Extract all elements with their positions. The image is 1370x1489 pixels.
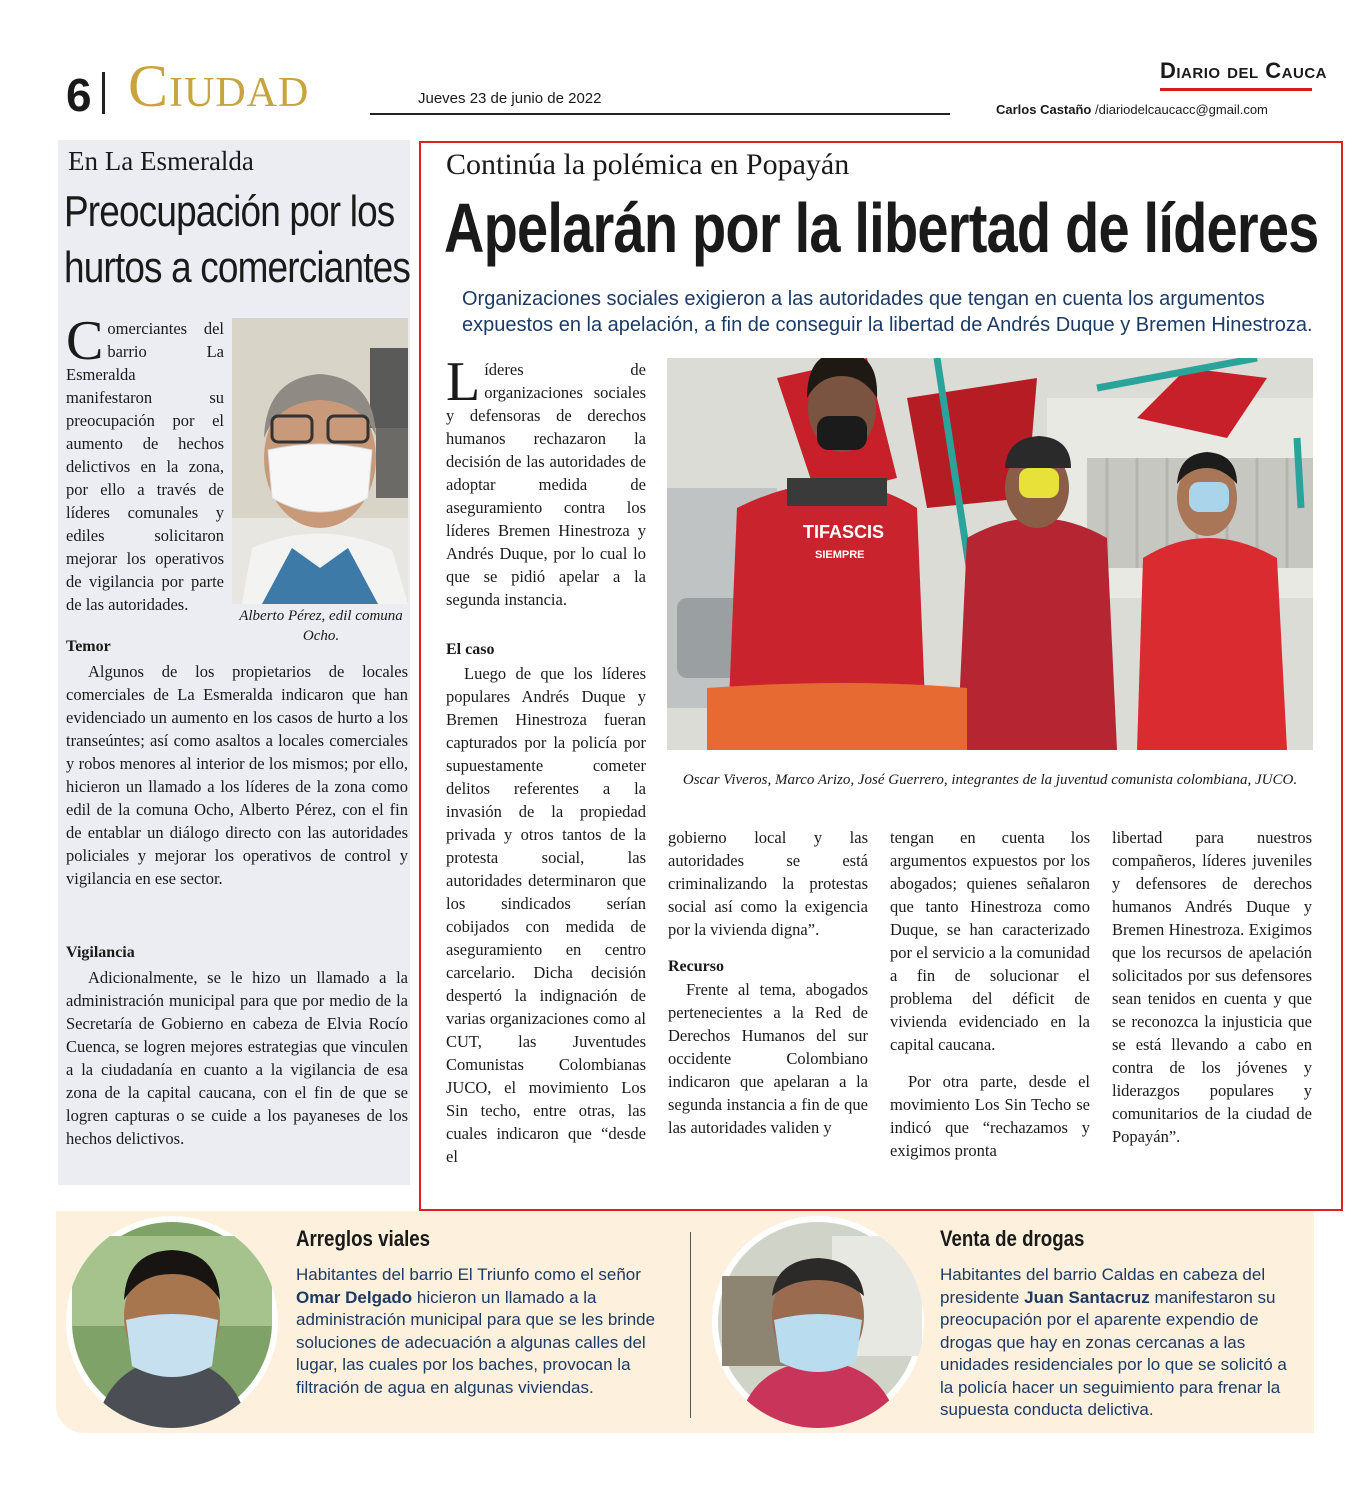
- col3-continuation: tengan en cuenta los argumentos expuestos por los abogados; quienes señalaron que tanto Hinestroza como Duque, se han caracterizado por el servicio a la comunidad a fin de solucionar el problema del déficit de vivienda evidenciado en la capital caucana.: [890, 828, 1090, 1054]
- left-title-line1: Preocupación por los: [64, 187, 395, 236]
- main-article-lead: [446, 351, 646, 611]
- left-article-kicker: En La Esmeralda: [68, 146, 254, 176]
- main-column-3: [890, 826, 1090, 1162]
- alberto-perez-photo: [232, 318, 408, 604]
- main-photo-caption: Oscar Viveros, Marco Arizo, José Guerrero, integrantes de la juventud comunista colombiana, JUCO.: [682, 772, 1298, 788]
- page-number: 6: [66, 69, 92, 121]
- header-rule: [370, 113, 950, 115]
- caso-paragraph: Luego de que los líderes populares Andrés Duque y Bremen Hinestroza fueran capturados por la policía por supuestamente cometer delitos referentes a la invasión de la propiedad privada y otros tantos de la protesta social, las autoridades determinaron que los sindicados serían cobijados con medida de aseguramiento en centro carcelario. Dicha decisión despertó la indignación de varias organizaciones como al CUT, las Juventudes Comunistas Colombianas JUCO, el movimiento Los Sin techo, entre otras, las cuales indicaron que “desde el: [446, 664, 646, 1166]
- author-name: Carlos Castaño: [996, 102, 1092, 117]
- issue-date: Jueves 23 de junio de 2022: [418, 90, 602, 107]
- shirt-subtext: SIEMPRE: [815, 549, 865, 561]
- left-subhead-vigilancia: Vigilancia: [66, 944, 135, 961]
- left-paragraph-vigilancia: Adicionalmente, se le hizo un llamado a la administración municipal para que por medio de la Secretaría de Gobierno en cabeza de Elvia Rocío Cuenca, se logren mejores estrategias que vinculen a la ciudadanía en cuanto a la vigilancia de esa zona de la capital caucana, con el fin de que se logren capturas o se cuide a los payaneses de los hechos delictivos.: [66, 968, 408, 1148]
- main-article-title: Apelarán por la libertad de líderes: [444, 189, 1319, 267]
- main-column-4: [1112, 826, 1312, 1148]
- newspaper-brand: Diario del Cauca: [1160, 58, 1327, 83]
- col3-paragraph-2: Por otra parte, desde el movimiento Los Sin Techo se indicó que “rechazamos y exigimos pronta: [890, 1072, 1090, 1160]
- main-subhead-recurso: Recurso: [668, 958, 724, 975]
- left-article-title: [64, 184, 410, 296]
- main-lead-text: íderes de organizaciones sociales y defensoras de derechos humanos rechazaron la decisión de las autoridades de adoptar medida de aseguramiento contra los líderes Bremen Hinestroza y Andrés Duque, por lo cual lo que se pidió apelar a la segunda instancia.: [446, 360, 646, 609]
- main-lead-dropcap: L: [446, 351, 481, 413]
- brand-underline: [1160, 88, 1312, 91]
- brief-text-drogas: Habitantes del barrio Caldas en cabeza del presidente Juan Santacruz manifestaron su preocupación por el aparente expendio de drogas que hay en zonas cercanas a las unidades residenciales por lo que se solicitó a la policía hacer un seguimiento para frenar la supuesta conducta delictiva.: [940, 1265, 1287, 1419]
- briefs-divider: [690, 1232, 691, 1418]
- left-paragraph-temor: Algunos de los propietarios de locales comerciales de La Esmeralda indicaron que han evidenciado un aumento en los casos de hurto a los transeúntes; así como asaltos a locales comerciales y robos menores al interior de los mismos; por ello, hicieron un llamado a los líderes de la zona como edil de la comuna Ocho, Alberto Pérez, con el fin de entablar un diálogo directo con las autoridades policiales y mejorar los operativos de control y vigilancia en ese sector.: [66, 662, 408, 888]
- left-subhead-temor: Temor: [66, 638, 111, 655]
- omar-delgado-photo: [66, 1216, 278, 1428]
- author-byline: [996, 102, 1268, 117]
- brief-text-arreglos: Habitantes del barrio El Triunfo como el señor Omar Delgado hicieron un llamado a la administración municipal para que se les brinde soluciones de adecuación a algunas calles del lugar, las cuales por los baches, provocan la filtración de agua en algunas viviendas.: [296, 1265, 656, 1397]
- author-contact: /diariodelcaucacc@gmail.com: [1095, 102, 1268, 117]
- main-article-deck: Organizaciones sociales exigieron a las autoridades que tengan en cuenta los argumentos expuestos en la apelación, a fin de conseguir la libertad de Andrés Duque y Bremen Hinestroza.: [462, 288, 1313, 336]
- col2-continuation: gobierno local y las autoridades se está criminalizando la protestas social así como la exigencia por la vivienda digna”.: [668, 828, 868, 939]
- main-subhead-caso: El caso: [446, 641, 495, 658]
- section-title: Ciudad: [128, 53, 310, 119]
- main-column-2: [668, 826, 868, 1139]
- left-title-line2: hurtos a comerciantes: [64, 243, 410, 292]
- main-column-1: [446, 662, 646, 1168]
- header-separator: [102, 72, 105, 114]
- juco-members-photo: [667, 358, 1313, 750]
- left-lead-dropcap: C: [66, 310, 104, 372]
- col4-continuation: libertad para nuestros compañeros, líderes juveniles y defensores de derechos humanos Andrés Duque y Bremen Hinestroza. Exigimos que los recursos de apelación solicitados por sus defensores sean tenidos en cuenta y que se reconozca la injusticia que se está llevando a cabo en contra de los jóvenes y liderazgos populares y comunitarios de la ciudad de Popayán”.: [1112, 828, 1312, 1146]
- brief-title-arreglos: Arreglos viales: [296, 1226, 431, 1251]
- brief-name-omar: Omar Delgado: [296, 1287, 413, 1307]
- left-lead-text: omerciantes del barrio La Esmeralda manifestaron su preocupación por el aumento de hechos delictivos en la zona, por ello a través de líderes comunales y ediles solicitaron mejorar los operativos de vigilancia por parte de las autoridades.: [66, 319, 224, 614]
- juan-santacruz-photo: [712, 1216, 924, 1428]
- shirt-text: TIFASCIS: [803, 522, 885, 542]
- left-photo-caption: Alberto Pérez, edil comuna Ocho.: [239, 608, 403, 644]
- recurso-paragraph: Frente al tema, abogados pertenecientes a la Red de Derechos Humanos del sur occidente Colombiano indicaron que apelaran a la segunda instancia a fin de que las autoridades validen y: [668, 980, 868, 1137]
- left-article-lead: [66, 310, 224, 616]
- main-article-kicker: Continúa la polémica en Popayán: [446, 148, 850, 181]
- brief-title-drogas: Venta de drogas: [940, 1226, 1085, 1251]
- brief-name-juan: Juan Santacruz: [1024, 1287, 1150, 1307]
